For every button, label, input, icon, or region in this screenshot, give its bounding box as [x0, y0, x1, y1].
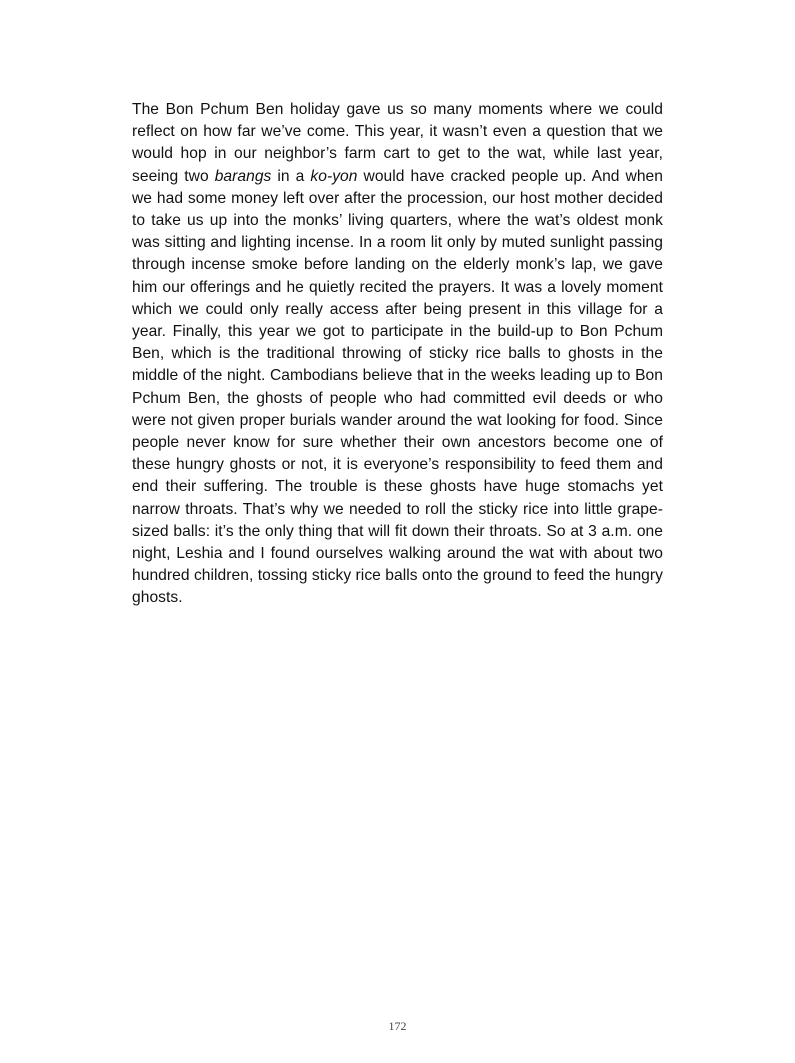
- paragraph-text-part-2: in a: [271, 167, 311, 185]
- page-number: 172: [388, 1019, 407, 1033]
- paragraph-text-part-1: The Bon Pchum Ben holiday gave us so many moments where we could reflect on how far we’ve come. This year, it wasn’t even a question that we would hop in our neighbor’s farm cart to get to the wat, while last year, seeing two: [132, 101, 663, 185]
- paragraph-text-part-3: would have cracked people up. And when we had some money left over after the procession, our host mother decided to take us up into the monks’ living quarters, where the wat’s oldest monk was sitting and lighting incense. In a room lit only by muted sunlight passing through incense smoke before landing on the elderly monk’s lap, we gave him our offerings and he quietly recited the prayers. It was a lovely moment which we could only really access after being present in this village for a year. Finally, this year we got to participate in the build-up to Bon Pchum Ben, which is the traditional throwing of sticky rice balls to ghosts in the middle of the night. Cambodians believe that in the weeks leading up to Bon Pchum Ben, the ghosts of people who had committed evil deeds or who were not given proper burials wander around the wat looking for food. Since people never know for sure whether their own ancestors become one of these hungry ghosts or not, it is everyone’s responsibility to feed them and end their suffering. The trouble is these ghosts have huge stomachs yet narrow throats. That’s why we needed to roll the sticky rice into little grape-sized balls: it’s the only thing that will fit down their throats. So at 3 a.m. one night, Leshia and I found ourselves walking around the wat with about two hundred children, tossing sticky rice balls onto the ground to feed the hungry ghosts.: [132, 167, 663, 607]
- italic-term-barangs: barangs: [214, 167, 272, 185]
- body-paragraph: [132, 99, 663, 610]
- italic-term-ko-yon: ko-yon: [310, 167, 358, 185]
